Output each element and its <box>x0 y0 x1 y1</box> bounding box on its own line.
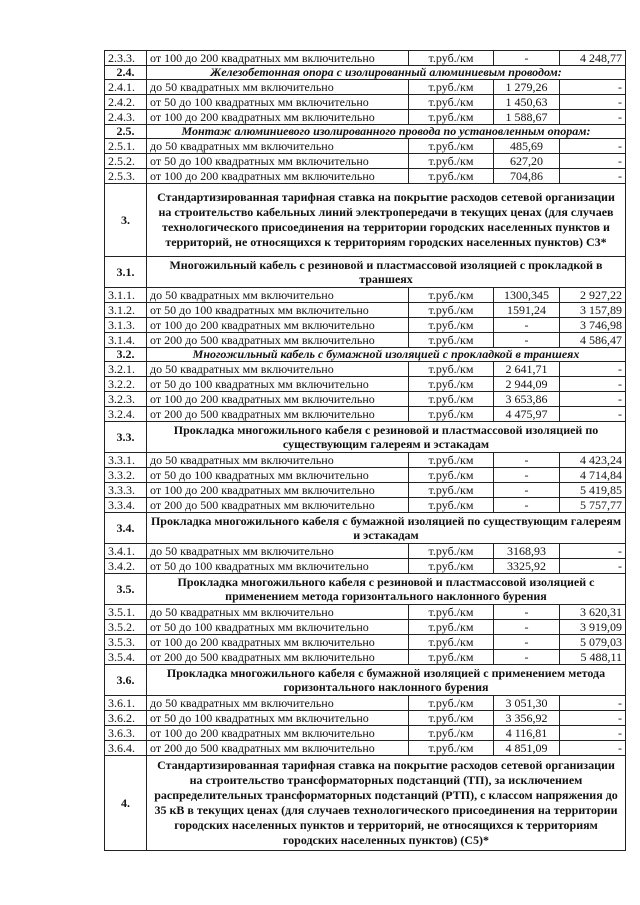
item-number: 3.1.4. <box>105 333 147 348</box>
item-value-2: 5 419,85 <box>560 483 626 498</box>
item-value-1: - <box>494 498 560 513</box>
table-row <box>105 80 626 95</box>
item-number: 3.3.2. <box>105 468 147 483</box>
item-value-2: - <box>560 110 626 125</box>
subsection-header-row <box>105 574 626 605</box>
item-description: от 200 до 500 квадратных мм включительно <box>147 333 409 348</box>
item-unit: т.руб./км <box>409 620 494 635</box>
item-value-1: 4 851,09 <box>494 741 560 756</box>
item-description: от 50 до 100 квадратных мм включительно <box>147 620 409 635</box>
item-value-2: 4 423,24 <box>560 453 626 468</box>
item-description: до 50 квадратных мм включительно <box>147 453 409 468</box>
item-unit: т.руб./км <box>409 483 494 498</box>
item-value-2: - <box>560 95 626 110</box>
section-number: 2.4. <box>105 66 147 80</box>
item-unit: т.руб./км <box>409 169 494 184</box>
item-number: 3.2.4. <box>105 407 147 422</box>
table-row <box>105 139 626 154</box>
item-value-2: 3 919,09 <box>560 620 626 635</box>
item-description: от 50 до 100 квадратных мм включительно <box>147 154 409 169</box>
item-value-1: - <box>494 620 560 635</box>
item-value-2: - <box>560 544 626 559</box>
item-value-1: - <box>494 605 560 620</box>
item-value-1: - <box>494 453 560 468</box>
item-unit: т.руб./км <box>409 362 494 377</box>
section-header-row <box>105 125 626 139</box>
table-row <box>105 620 626 635</box>
item-description: от 200 до 500 квадратных мм включительно <box>147 498 409 513</box>
table-row <box>105 711 626 726</box>
item-value-1: 3168,93 <box>494 544 560 559</box>
section-title: Монтаж алюминиевого изолированного провода по установленным опорам: <box>147 125 626 139</box>
item-value-2: - <box>560 80 626 95</box>
item-number: 2.4.1. <box>105 80 147 95</box>
item-unit: т.руб./км <box>409 696 494 711</box>
table-row <box>105 468 626 483</box>
table-row <box>105 407 626 422</box>
item-unit: т.руб./км <box>409 392 494 407</box>
item-value-1: 3 653,86 <box>494 392 560 407</box>
item-unit: т.руб./км <box>409 51 494 66</box>
table-row <box>105 483 626 498</box>
section-title: Прокладка многожильного кабеля с резиновой и пластмассовой изоляцией с применением метода горизонтального наклонного бурения <box>147 574 626 605</box>
item-description: от 200 до 500 квадратных мм включительно <box>147 407 409 422</box>
section-number: 4. <box>105 756 147 851</box>
section-number: 3.2. <box>105 348 147 362</box>
item-description: до 50 квадратных мм включительно <box>147 139 409 154</box>
table-row <box>105 650 626 665</box>
table-row <box>105 696 626 711</box>
table-row <box>105 498 626 513</box>
item-value-1: - <box>494 51 560 66</box>
subsection-header-row <box>105 665 626 696</box>
item-number: 3.3.4. <box>105 498 147 513</box>
item-value-1: - <box>494 483 560 498</box>
item-value-1: 1 279,26 <box>494 80 560 95</box>
item-description: от 100 до 200 квадратных мм включительно <box>147 483 409 498</box>
item-number: 2.5.2. <box>105 154 147 169</box>
item-description: от 100 до 200 квадратных мм включительно <box>147 169 409 184</box>
item-value-1: 1 588,67 <box>494 110 560 125</box>
item-description: от 100 до 200 квадратных мм включительно <box>147 726 409 741</box>
subsection-header-row <box>105 257 626 288</box>
item-value-2: - <box>560 407 626 422</box>
item-number: 3.5.4. <box>105 650 147 665</box>
item-description: от 50 до 100 квадратных мм включительно <box>147 468 409 483</box>
item-unit: т.руб./км <box>409 711 494 726</box>
item-value-1: 3325,92 <box>494 559 560 574</box>
table-row <box>105 362 626 377</box>
item-number: 3.6.1. <box>105 696 147 711</box>
item-unit: т.руб./км <box>409 95 494 110</box>
subsection-header-row <box>105 422 626 453</box>
table-row <box>105 544 626 559</box>
tariff-table <box>104 50 626 851</box>
section-number: 3.5. <box>105 574 147 605</box>
item-value-1: 4 475,97 <box>494 407 560 422</box>
item-number: 3.4.2. <box>105 559 147 574</box>
item-value-2: - <box>560 169 626 184</box>
table-row <box>105 318 626 333</box>
item-value-1: - <box>494 635 560 650</box>
item-number: 2.4.2. <box>105 95 147 110</box>
section-title: Железобетонная опора с изолированный алюминиевым проводом: <box>147 66 626 80</box>
item-number: 2.3.3. <box>105 51 147 66</box>
item-description: от 100 до 200 квадратных мм включительно <box>147 392 409 407</box>
item-description: от 50 до 100 квадратных мм включительно <box>147 377 409 392</box>
tariff-document <box>104 50 625 851</box>
item-value-2: 5 079,03 <box>560 635 626 650</box>
item-description: до 50 квадратных мм включительно <box>147 605 409 620</box>
item-unit: т.руб./км <box>409 377 494 392</box>
item-unit: т.руб./км <box>409 110 494 125</box>
item-number: 3.1.1. <box>105 288 147 303</box>
item-unit: т.руб./км <box>409 154 494 169</box>
section-number: 3.4. <box>105 513 147 544</box>
item-unit: т.руб./км <box>409 468 494 483</box>
table-row <box>105 110 626 125</box>
subsection-header-row <box>105 513 626 544</box>
table-row <box>105 726 626 741</box>
item-value-1: 4 116,81 <box>494 726 560 741</box>
table-row <box>105 377 626 392</box>
table-row <box>105 303 626 318</box>
item-number: 2.5.1. <box>105 139 147 154</box>
table-row <box>105 95 626 110</box>
section-title: Прокладка многожильного кабеля с резиновой и пластмассовой изоляцией по существующим галереям и эстакадам <box>147 422 626 453</box>
table-row <box>105 154 626 169</box>
item-unit: т.руб./км <box>409 453 494 468</box>
section-number: 3.3. <box>105 422 147 453</box>
table-row <box>105 51 626 66</box>
section-title: Многожильный кабель с резиновой и пластмассовой изоляцией с прокладкой в траншеях <box>147 257 626 288</box>
item-value-2: - <box>560 696 626 711</box>
item-value-2: 3 746,98 <box>560 318 626 333</box>
item-value-1: - <box>494 468 560 483</box>
item-number: 3.5.1. <box>105 605 147 620</box>
item-value-2: 2 927,22 <box>560 288 626 303</box>
item-value-1: 3 051,30 <box>494 696 560 711</box>
section-number: 3.6. <box>105 665 147 696</box>
item-value-1: 627,20 <box>494 154 560 169</box>
table-row <box>105 741 626 756</box>
section-header-row <box>105 348 626 362</box>
item-unit: т.руб./км <box>409 139 494 154</box>
section-header-row <box>105 66 626 80</box>
item-value-1: 2 641,71 <box>494 362 560 377</box>
item-number: 3.4.1. <box>105 544 147 559</box>
section-number: 2.5. <box>105 125 147 139</box>
item-value-2: 3 620,31 <box>560 605 626 620</box>
item-value-2: 4 248,77 <box>560 51 626 66</box>
item-description: до 50 квадратных мм включительно <box>147 80 409 95</box>
item-unit: т.руб./км <box>409 741 494 756</box>
table-row <box>105 392 626 407</box>
item-unit: т.руб./км <box>409 726 494 741</box>
section-title: Прокладка многожильного кабеля с бумажной изоляцией по существующим галереям и эстакадам <box>147 513 626 544</box>
table-row <box>105 169 626 184</box>
item-unit: т.руб./км <box>409 288 494 303</box>
item-description: до 50 квадратных мм включительно <box>147 288 409 303</box>
item-unit: т.руб./км <box>409 559 494 574</box>
item-description: от 50 до 100 квадратных мм включительно <box>147 95 409 110</box>
major-section-row <box>105 184 626 257</box>
item-value-2: - <box>560 154 626 169</box>
item-number: 3.2.2. <box>105 377 147 392</box>
item-number: 3.5.2. <box>105 620 147 635</box>
item-number: 3.5.3. <box>105 635 147 650</box>
item-number: 3.1.2. <box>105 303 147 318</box>
item-value-2: - <box>560 559 626 574</box>
item-unit: т.руб./км <box>409 498 494 513</box>
item-value-2: 5 757,77 <box>560 498 626 513</box>
item-unit: т.руб./км <box>409 318 494 333</box>
item-value-2: - <box>560 362 626 377</box>
item-value-1: - <box>494 318 560 333</box>
item-number: 2.5.3. <box>105 169 147 184</box>
item-value-1: - <box>494 650 560 665</box>
item-unit: т.руб./км <box>409 303 494 318</box>
item-description: от 200 до 500 квадратных мм включительно <box>147 741 409 756</box>
table-row <box>105 605 626 620</box>
item-number: 3.1.3. <box>105 318 147 333</box>
item-value-2: - <box>560 726 626 741</box>
table-row <box>105 333 626 348</box>
item-value-1: - <box>494 333 560 348</box>
tariff-table-body <box>105 51 626 851</box>
section-number: 3.1. <box>105 257 147 288</box>
item-value-1: 2 944,09 <box>494 377 560 392</box>
section-title: Стандартизированная тарифная ставка на покрытие расходов сетевой организации на строительство кабельных линий электропередачи в текущих ценах (для случаев технологического присоединения на территории городских населенных пунктов и территорий, не относящихся к территориям городских населенных пунктов) С3* <box>147 184 626 257</box>
table-row <box>105 453 626 468</box>
item-value-1: 1300,345 <box>494 288 560 303</box>
item-value-2: - <box>560 139 626 154</box>
item-value-1: 485,69 <box>494 139 560 154</box>
item-value-2: 4 714,84 <box>560 468 626 483</box>
item-description: от 50 до 100 квадратных мм включительно <box>147 711 409 726</box>
item-value-1: 3 356,92 <box>494 711 560 726</box>
item-number: 3.6.3. <box>105 726 147 741</box>
item-value-1: 704,86 <box>494 169 560 184</box>
item-description: от 100 до 200 квадратных мм включительно <box>147 318 409 333</box>
section-title: Многожильный кабель с бумажной изоляцией с прокладкой в траншеях <box>147 348 626 362</box>
item-description: от 100 до 200 квадратных мм включительно <box>147 635 409 650</box>
item-number: 3.3.1. <box>105 453 147 468</box>
item-value-2: - <box>560 741 626 756</box>
section-number: 3. <box>105 184 147 257</box>
item-unit: т.руб./км <box>409 605 494 620</box>
item-unit: т.руб./км <box>409 333 494 348</box>
section-title: Стандартизированная тарифная ставка на покрытие расходов сетевой организации на строительство трансформаторных подстанций (ТП), за исключением распределительных трансформаторных подстанций (РТП), с классом напряжения до 35 кВ в текущих ценах (для случаев технологического присоединения на территории городских населенных пунктов и территорий, не относящихся к территориям городских населенных пунктов) (С5)* <box>147 756 626 851</box>
item-number: 2.4.3. <box>105 110 147 125</box>
item-unit: т.руб./км <box>409 544 494 559</box>
item-description: до 50 квадратных мм включительно <box>147 696 409 711</box>
item-unit: т.руб./км <box>409 635 494 650</box>
table-row <box>105 559 626 574</box>
item-description: от 200 до 500 квадратных мм включительно <box>147 650 409 665</box>
item-unit: т.руб./км <box>409 650 494 665</box>
item-unit: т.руб./км <box>409 80 494 95</box>
item-value-2: 5 488,11 <box>560 650 626 665</box>
item-value-2: - <box>560 377 626 392</box>
item-number: 3.6.4. <box>105 741 147 756</box>
item-description: до 50 квадратных мм включительно <box>147 362 409 377</box>
major-section-row <box>105 756 626 851</box>
item-description: от 100 до 200 квадратных мм включительно <box>147 51 409 66</box>
table-row <box>105 288 626 303</box>
item-value-1: 1 450,63 <box>494 95 560 110</box>
item-number: 3.3.3. <box>105 483 147 498</box>
item-number: 3.2.1. <box>105 362 147 377</box>
item-description: до 50 квадратных мм включительно <box>147 544 409 559</box>
item-description: от 50 до 100 квадратных мм включительно <box>147 303 409 318</box>
item-description: от 100 до 200 квадратных мм включительно <box>147 110 409 125</box>
item-value-2: - <box>560 392 626 407</box>
item-value-2: 4 586,47 <box>560 333 626 348</box>
item-unit: т.руб./км <box>409 407 494 422</box>
item-value-1: 1591,24 <box>494 303 560 318</box>
item-number: 3.2.3. <box>105 392 147 407</box>
item-value-2: - <box>560 711 626 726</box>
item-number: 3.6.2. <box>105 711 147 726</box>
section-title: Прокладка многожильного кабеля с бумажной изоляцией с применением метода горизонтального наклонного бурения <box>147 665 626 696</box>
table-row <box>105 635 626 650</box>
item-value-2: 3 157,89 <box>560 303 626 318</box>
item-description: от 50 до 100 квадратных мм включительно <box>147 559 409 574</box>
